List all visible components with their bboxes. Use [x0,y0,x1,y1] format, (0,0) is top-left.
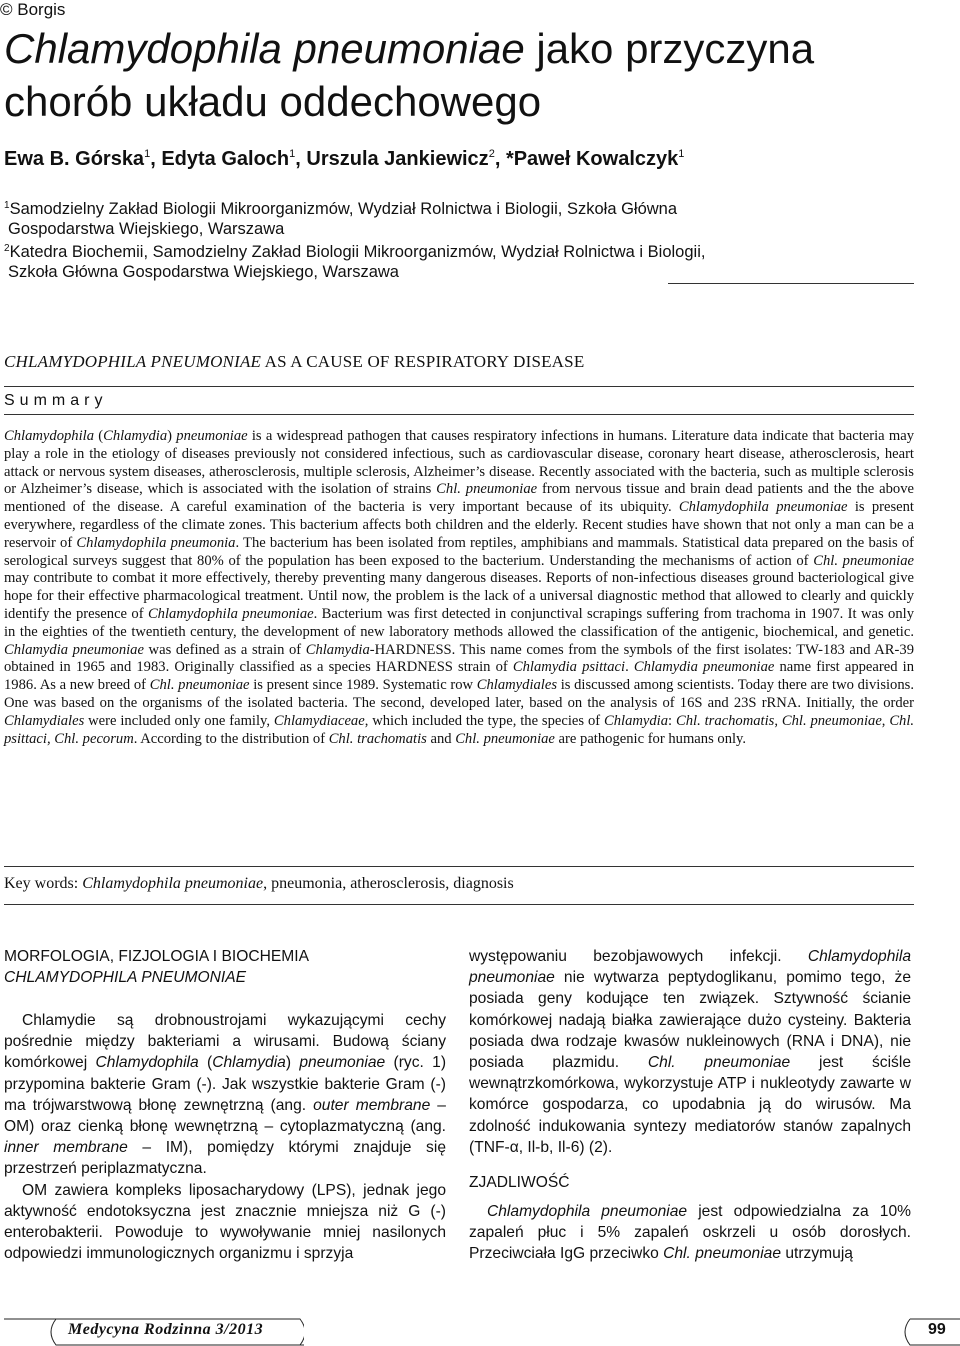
text-run: is present everywhere, regardless of the climate zones. This bacterium affects both children and the elderly. Recent studies have shown that not only a man can be a reservoir of [4,499,914,551]
copyright-notice: © Borgis [0,0,66,19]
author-separator: , [494,148,506,170]
italic-term: Chlamydiales [4,712,85,729]
article-title [4,22,944,128]
text-run: OM zawiera kompleks liposacharydowy (LPS), jednak jego aktywność endotoksyczna jest znacznie mniejsza niż G (-) enterobakterii. Powoduje to wywoływanie mniej nasilonych odpowiedzi immunologicznych organizmu i sprzyja [4,1181,446,1263]
text-run: , [46,730,55,747]
text-run: . [625,659,634,676]
italic-term: Chl. pneumoniae [813,552,914,569]
italic-term: Chl. pneumoniae [455,730,555,747]
summary-top-rule [4,386,914,387]
section-heading-zjadliwosc: ZJADLIWOŚĆ [469,1174,570,1192]
text-run: – OM) oraz cienką błonę wewnętrzną – cytoplazmatyczną (ang. [4,1096,446,1136]
text-run: jest odpowiedzialna za 10% zapaleń płuc i 5% zapaleń oskrzeli u osób dorosłych. Przeciwciała IgG przeciwko [469,1203,911,1263]
italic-term: pneumoniae [176,428,248,444]
english-title: CHLAMYDOPHILA PNEUMONIAE AS A CAUSE OF RESPIRATORY DISEASE [4,352,585,371]
affiliation-1: $^1$Samodzielny Zakład Biologii Mikroorganizmów, Wydział Rolnictwa i Biologii, Szkoła Główna [4,200,678,218]
text-run: , which included the type, the species of [364,712,604,729]
text-run: . According to the distribution of [133,730,329,747]
italic-term: Chlamydophila pneumoniae [147,605,314,622]
text-run: ) [285,1054,300,1072]
italic-term: Chlamydia [103,428,168,444]
affiliation-divider [668,283,914,284]
text-run: , [881,712,890,729]
text-run: ( [198,1054,213,1072]
italic-term: Chlamydia [305,641,370,658]
text-run: . Bacterium was first detected in conjunctival scrapings suffering from trachoma in 1907. It was only in the eighties of the twentieth century, the development of new laboratory methods allowed the classification of the antigenic, biochemical, and genetic. [4,605,914,640]
author-name: Edyta Galoch [161,148,290,170]
text-run: from nervous tissue and brain dead patients and the the above mentioned of the disease. A careful examination of the bacteria is very important because of its ubiquity. [4,481,914,516]
text-run: is a widespread pathogen that causes respiratory infections in humans. Literature data indicate that bacteria may play a role in the etiology of diseases previously not considered infectious, such as cardiovascular disease, coronary heart disease, atherosclerosis, heart attack or nervous system diseases, atherosclerosis, multiple sclerosis, Alzheimer’s disease. Recently associated with the bacteria, such as multiple sclerosis or Alzheimer’s disease, which is associated with the isolation of strains [4,428,914,498]
italic-term: Chlamydiaceae [273,712,365,729]
left-column [4,946,446,1264]
italic-term: Chl. trachomatis [675,712,775,729]
text-run: name first appeared in 1986. As a new breed of [4,659,915,694]
summary-body [4,428,914,748]
italic-term: pneumoniae [299,1054,386,1072]
text-run: were included only one family, [84,712,274,729]
summary-label-rule [4,414,914,415]
affiliation-2: $^2$Katedra Biochemii, Samodzielny Zakład Biologii Mikroorganizmów, Wydział Rolnictwa i Biologii, [4,243,706,261]
page-number: 99 [928,1321,946,1338]
summary-heading: Summary [4,392,108,409]
text-run: is discussed among scientists. Today there are two divisions. One was based on the organisms of the isolated bacteria. The second, developed later, based on the analysis of 16S and 23S rRNA. Initially, the order [4,677,914,711]
text-run: was defined as a strain of [143,641,306,658]
keywords-bottom-rule [4,904,914,905]
italic-term: Chl. pneumoniae [781,712,882,729]
italic-term: Chl. pneumoniae [149,677,250,694]
italic-term: Chl. pneumoniae [647,1054,791,1072]
affiliation-2-cont: Szkoła Główna Gospodarstwa Wiejskiego, Warszawa [8,263,399,281]
text-run: (ryc. 1) przypomina bakterie Gram (-). Jak wszystkie bakterie Gram (-) ma trójwarstwową błonę zewnętrzną (ang. [4,1054,447,1114]
author-affiliation-mark: 1 [678,148,685,160]
italic-term: Chlamydophila pneumonia [76,534,236,551]
text-run: jest ściśle wewnątrzkomórkowa, wykorzystuje ATP i nukleotydy zawarte w komórce gospodarza, co upodabnia ją do wirusów. Ma zdolność indukowania syntezy mediatorów stanów zapalnych (TNF-α, Il-b, Il-6) (2). [469,1054,911,1156]
italic-term: Chlamydophila pneumoniae [487,1203,688,1221]
text-run: are pathogenic for humans only. [554,730,747,747]
italic-term: Chl. pneumoniae [436,481,538,498]
title-italic-species: Chlamydophila pneumoniae [4,25,525,72]
author-affiliation-mark: 1 [144,148,151,160]
author-separator: , [150,148,162,170]
text-run: utrzymują [781,1245,853,1263]
italic-term: Chlamydia pneumoniae [4,641,144,658]
text-run: występowaniu bezobjawowych infekcji. [469,948,808,965]
italic-term: Chlamydia psittaci [512,659,626,676]
right-column [469,946,911,1265]
keywords-top-rule [4,866,914,867]
italic-term: Chl. psittaci [4,712,915,747]
italic-term: Chl. pneumoniae [663,1245,782,1263]
text-run: : [668,712,676,729]
text-run: ( [94,428,104,444]
italic-term: inner membrane [4,1139,128,1157]
author-affiliation-mark: 1 [289,148,296,160]
footer-journal-name: Medycyna Rodzinna 3/2013 [68,1321,264,1338]
keywords: Key words: Chlamydophila pneumoniae, pneumonia, atherosclerosis, diagnosis [4,875,514,892]
author-name: Urszula Jankiewicz [306,148,489,170]
title-line2: chorób układu oddechowego [4,78,542,125]
text-run: – IM), pomiędzy którymi znajduje się przestrzeń periplazmatyczna. [4,1139,446,1178]
title-rest-line1: jako przyczyna [524,25,815,72]
affiliations [4,196,804,282]
text-run: is present since 1989. Systematic row [249,677,477,694]
italic-term: Chlamydophila pneumoniae [469,948,911,987]
italic-term: Chlamydiales [476,677,558,694]
right-paragraph-1 [469,946,911,1158]
italic-term: outer membrane [313,1096,431,1114]
text-run: and [426,730,456,747]
text-run: nie wytwarza peptydoglikanu, pomimo tego, że posiada geny kodujące ten związek. Sztywność ścianie komórkowej nadają białka zawierające dużo cysteiny. Bakteria posiada dwa rodzaje kwasów nukleinowych (RNA i DNA), nie posiada plazmidu. [469,969,911,1072]
left-paragraph-2 [4,1180,446,1265]
text-run: -HARDNESS. This name comes from the symbols of the first isolates: TW-183 and AR-39 obtained in 1965 and 1983. Originally classified as a species HARDNESS strain of [4,641,914,676]
italic-term: Chl. pecorum [54,730,134,747]
section-heading-morfologia: MORFOLOGIA, FIZJOLOGIA I BIOCHEMIA CHLAMYDOPHILA PNEUMONIAE [4,948,309,986]
italic-term: Chlamydia pneumoniae [633,659,775,676]
italic-term: Chl. trachomatis [328,730,427,747]
text-run: , [774,712,782,729]
left-paragraph-1 [4,1010,446,1180]
text-run: may contribute to combat it more effectively, thereby preventing many dangerous diseases. Reports of non-infectious diseases ground bacteriological give hope for their effective pharmacological treatment. Until now, the problem is the lack of a universal diagnostic method that allowed to clearly and quickly identify the presence of [4,570,914,622]
text-run: . The bacterium has been isolated from reptiles, amphibians and mammals. Statistical data prepared on the basis of serological surveys suggest that 80% of the population has been exposed to the bacterium. Understanding the mechanisms of action of [4,534,914,569]
italic-term: Chlamydia [603,712,669,729]
italic-term: Chlamydophila [4,428,94,444]
italic-term: Chlamydophila pneumoniae [678,499,848,516]
text-run: ) [167,428,177,444]
italic-term: Chlamydia [212,1054,286,1072]
author-list [4,148,684,171]
right-paragraph-2 [469,1201,911,1265]
author-name: *Paweł Kowalczyk [505,148,679,170]
author-separator: , [295,148,307,170]
author-name: Ewa B. Górska [4,148,145,170]
author-affiliation-mark: 2 [488,148,495,160]
affiliation-1-cont: Gospodarstwa Wiejskiego, Warszawa [8,220,285,238]
text-run: Chlamydie są drobnoustrojami wykazującymi cechy pośrednie między bakteriami a wirusami. Budową ściany komórkowej [4,1012,446,1072]
italic-term: Chlamydophila [95,1054,199,1072]
